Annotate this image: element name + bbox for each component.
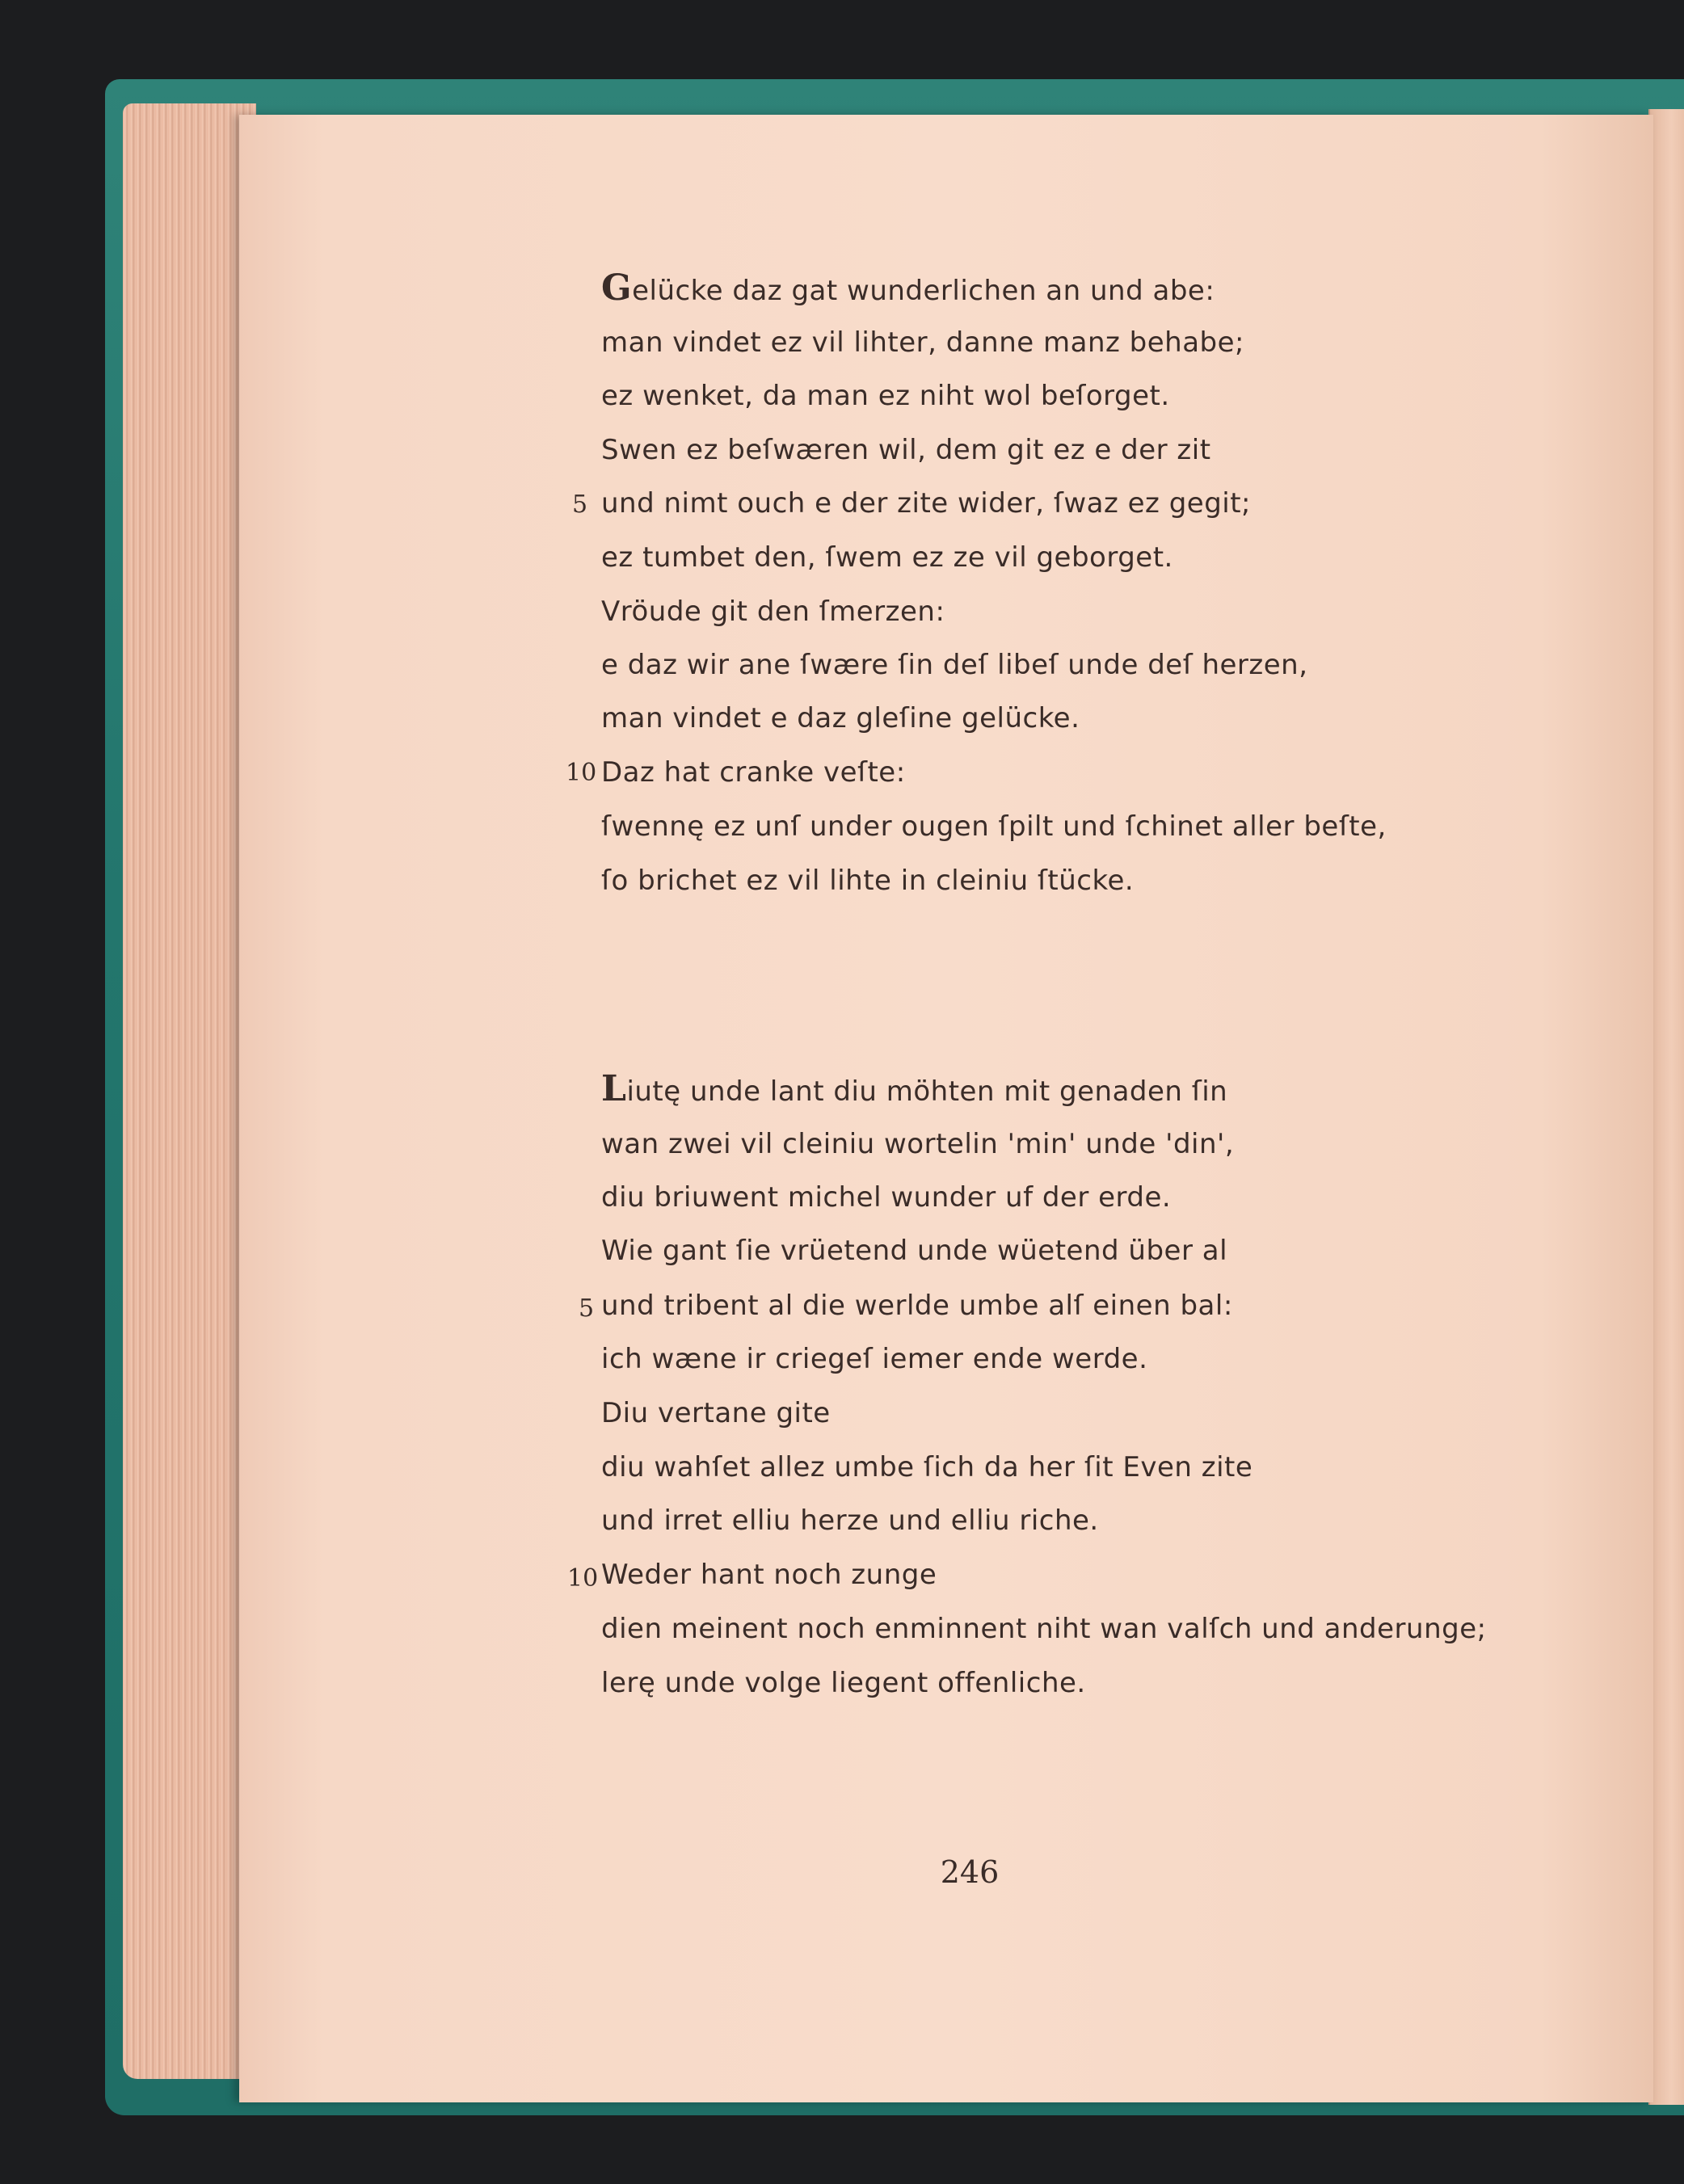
poem-1-line-11: ſwennę ez unſ under ougen ſpilt und ſchinet aller beſte, [601,810,1387,843]
poem-2-line-number-5: 5 [579,1294,595,1323]
poem-1-line-8: e daz wir ane ſwære ſin deſ libeſ unde deſ herzen, [601,649,1308,681]
poem-1-line-number-5: 5 [572,490,588,519]
page-edges [123,103,256,2079]
poem-1-line-2: man vindet ez vil lihter, danne manz behabe; [601,326,1244,359]
poem-2-line-6: ich wæne ir criegeſ iemer ende werde. [601,1343,1148,1375]
poem-2-line-9: und irret elliu herze und elliu riche. [601,1504,1099,1537]
poem-2-line-4: Wie gant ſie vrüetend unde wüetend über al [601,1235,1228,1267]
poem-1-initial: G [601,267,633,309]
poem-1-line-number-10: 10 [566,759,597,787]
poem-2-line-12: lerę unde volge liegent offenliche. [601,1667,1086,1699]
poem-2-line-2: wan zwei vil cleiniu wortelin 'min' unde 'din', [601,1128,1235,1160]
poem-1-line-9: man vindet e daz gleſine gelücke. [601,702,1080,734]
poem-2-line-number-10: 10 [567,1564,599,1593]
poem-1-line-6: ez tumbet den, ſwem ez ze vil geborget. [601,541,1173,574]
poem-1-line-5: und nimt ouch e der zite wider, ſwaz ez gegit; [601,487,1252,520]
poem-2-line-1: Liutę unde lant diu möhten mit genaden ſin [601,1068,1228,1109]
poem-2-line-7: Diu vertane gite [601,1397,831,1429]
poem-1-line-1: Gelücke daz gat wunderlichen an und abe: [601,267,1215,309]
poem-1-line-7: Vröude git den ſmerzen: [601,595,945,628]
poem-2-line-8: diu wahſet allez umbe ſich da her ſit Even zite [601,1451,1253,1483]
poem-2-line-11: dien meinent noch enminnent niht wan valſch und anderunge; [601,1613,1487,1645]
poem-1-line-10: Daz hat cranke veſte: [601,756,906,789]
poem-1-line-12: ſo brichet ez vil lihte in cleiniu ſtücke. [601,865,1135,897]
poem-1-line-4: Swen ez beſwæren wil, dem git ez e der zit [601,434,1211,466]
poem-2-line-5: und tribent al die werlde umbe alſ einen bal: [601,1290,1233,1322]
poem-1-line-3: ez wenket, da man ez niht wol beſorget. [601,380,1170,412]
page-number: 246 [940,1854,1000,1890]
book-page [239,115,1653,2102]
poem-2-line-10: Weder hant noch zunge [601,1559,937,1591]
poem-2-line-3: diu briuwent michel wunder uf der erde. [601,1181,1172,1214]
next-page-edge [1648,109,1684,2105]
poem-2-initial: L [601,1068,627,1109]
